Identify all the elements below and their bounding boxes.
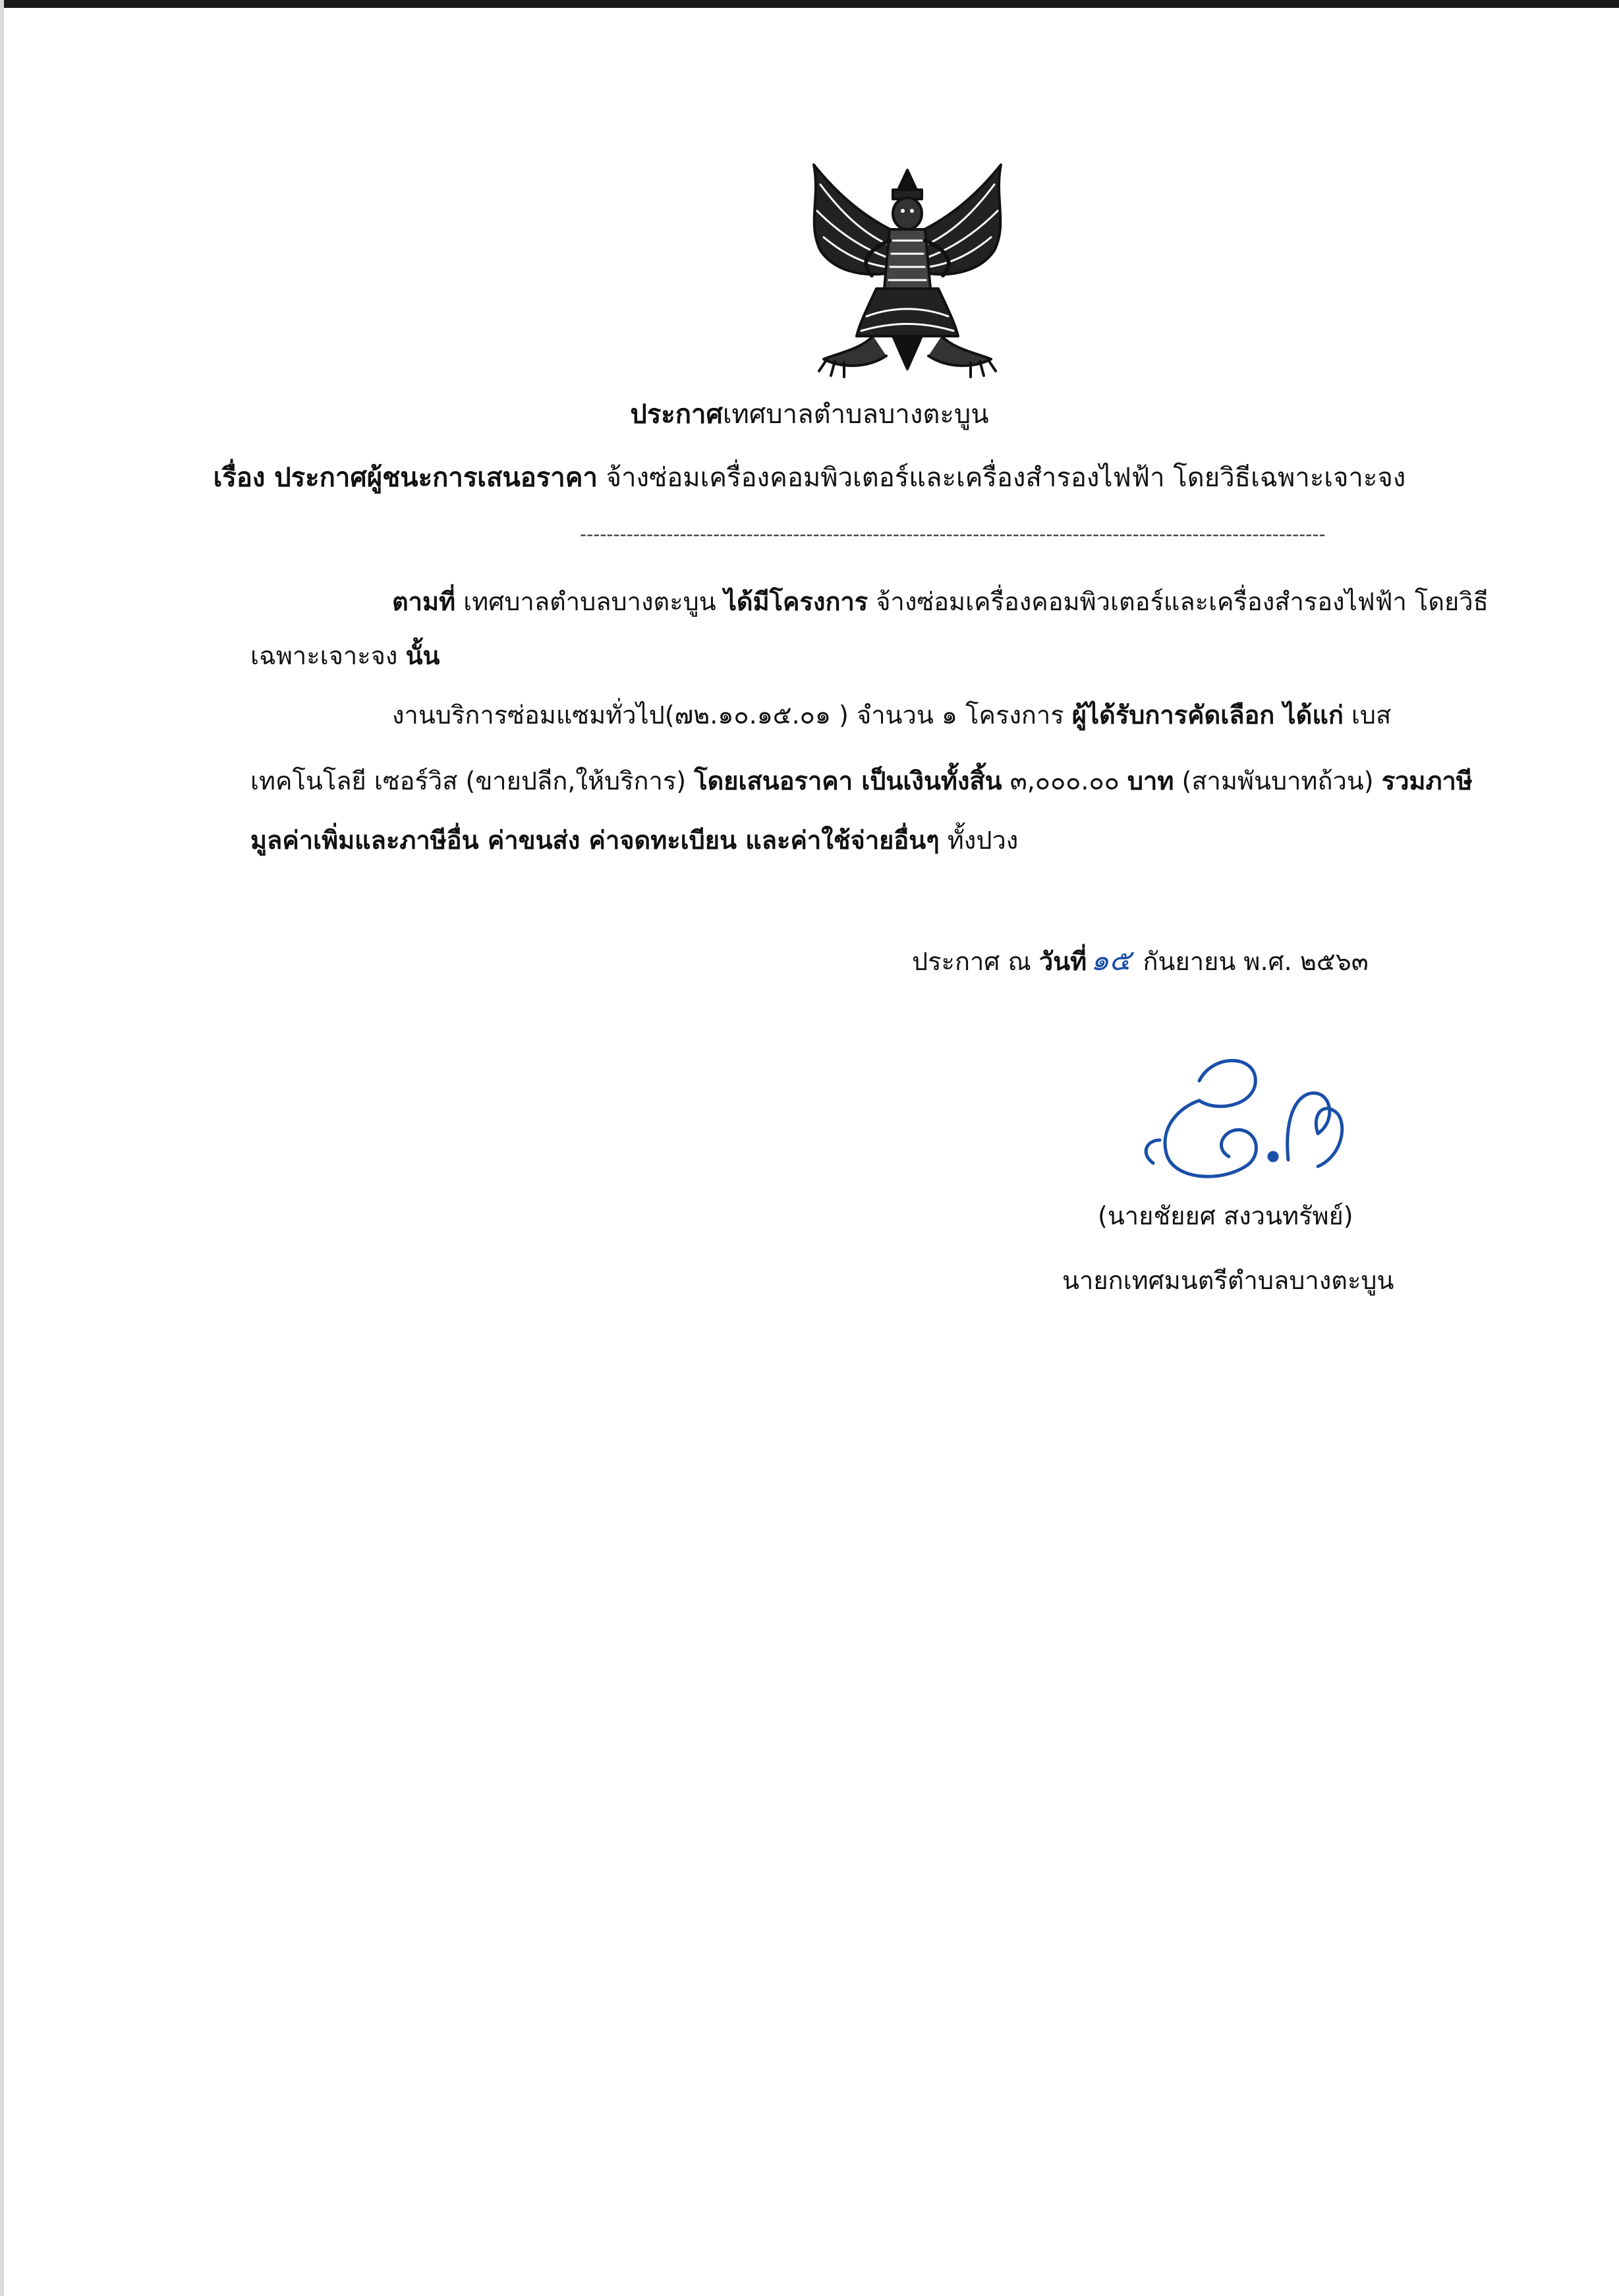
p1-text-3: เฉพาะเจาะจง	[250, 641, 406, 670]
handwritten-signature	[1120, 1041, 1371, 1199]
document-title	[0, 398, 1619, 431]
date-month-year: กันยายน พ.ศ. ๒๕๖๓	[1135, 947, 1369, 976]
p2-text-6: ทั้งปวง	[939, 826, 1019, 855]
p2-bold-4: รวมภาษี	[1381, 766, 1473, 795]
p2-text-1: งานบริการซ่อมแซมทั่วไป(๗๒.๑๐.๑๕.๐๑ ) จำนวน ๑ โครงการ	[392, 701, 1072, 730]
separator-line: ----------------------------------------------------------------------------------------------------------------	[580, 523, 1326, 545]
p2-bold-2: โดยเสนอราคา เป็นเงินทั้งสิ้น	[694, 766, 1002, 795]
announcement-date	[912, 944, 1369, 978]
p1-bold-2: ได้มีโครงการ	[724, 587, 868, 616]
signer-position: นายกเทศมนตรีตำบลบางตะบูน	[1062, 1266, 1394, 1295]
paragraph-2-line-3	[250, 824, 1018, 857]
p1-text-2: จ้างซ่อมเครื่องคอมพิวเตอร์และเครื่องสำรองไฟฟ้า โดยวิธี	[868, 587, 1489, 616]
title-bold: ประกาศ	[630, 399, 723, 430]
subject-bold: เรื่อง ประกาศผู้ชนะการเสนอราคา	[213, 463, 598, 493]
p2-text-4: ๓,๐๐๐.๐๐	[1002, 766, 1127, 795]
p1-text-1: เทศบาลตำบลบางตะบูน	[455, 587, 724, 616]
p2-text-2: เบส	[1343, 701, 1392, 730]
paragraph-2-line-2	[250, 764, 1473, 797]
subject-rest: จ้างซ่อมเครื่องคอมพิวเตอร์และเครื่องสำรองไฟฟ้า โดยวิธีเฉพาะเจาะจง	[597, 463, 1406, 493]
title-rest: เทศบาลตำบลบางตะบูน	[722, 399, 989, 430]
document-subject	[0, 461, 1619, 494]
paragraph-2-line-1	[392, 699, 1391, 732]
p2-bold-1: ผู้ได้รับการคัดเลือก ได้แก่	[1071, 701, 1344, 730]
garuda-emblem-icon	[794, 158, 1021, 389]
p2-bold-3: บาท	[1127, 766, 1174, 795]
signer-name: (นายชัยยศ สงวนทรัพย์)	[1098, 1201, 1353, 1230]
p2-text-3: เทคโนโลยี เซอร์วิส (ขายปลีก,ให้บริการ)	[250, 766, 695, 795]
paragraph-1-line-1	[392, 585, 1489, 618]
p1-bold-1: ตามที่	[392, 587, 456, 616]
paragraph-1-line-2	[250, 639, 440, 672]
p2-text-5: (สามพันบาทถ้วน)	[1174, 766, 1382, 795]
p1-bold-3: นั้น	[405, 641, 440, 670]
date-day-label: วันที่	[1038, 947, 1087, 976]
p2-bold-5: มูลค่าเพิ่มและภาษีอื่น ค่าขนส่ง ค่าจดทะเบียน และค่าใช้จ่ายอื่นๆ	[250, 826, 940, 855]
date-prefix: ประกาศ ณ	[912, 947, 1039, 976]
date-day-handwritten: ๑๕	[1091, 944, 1131, 977]
